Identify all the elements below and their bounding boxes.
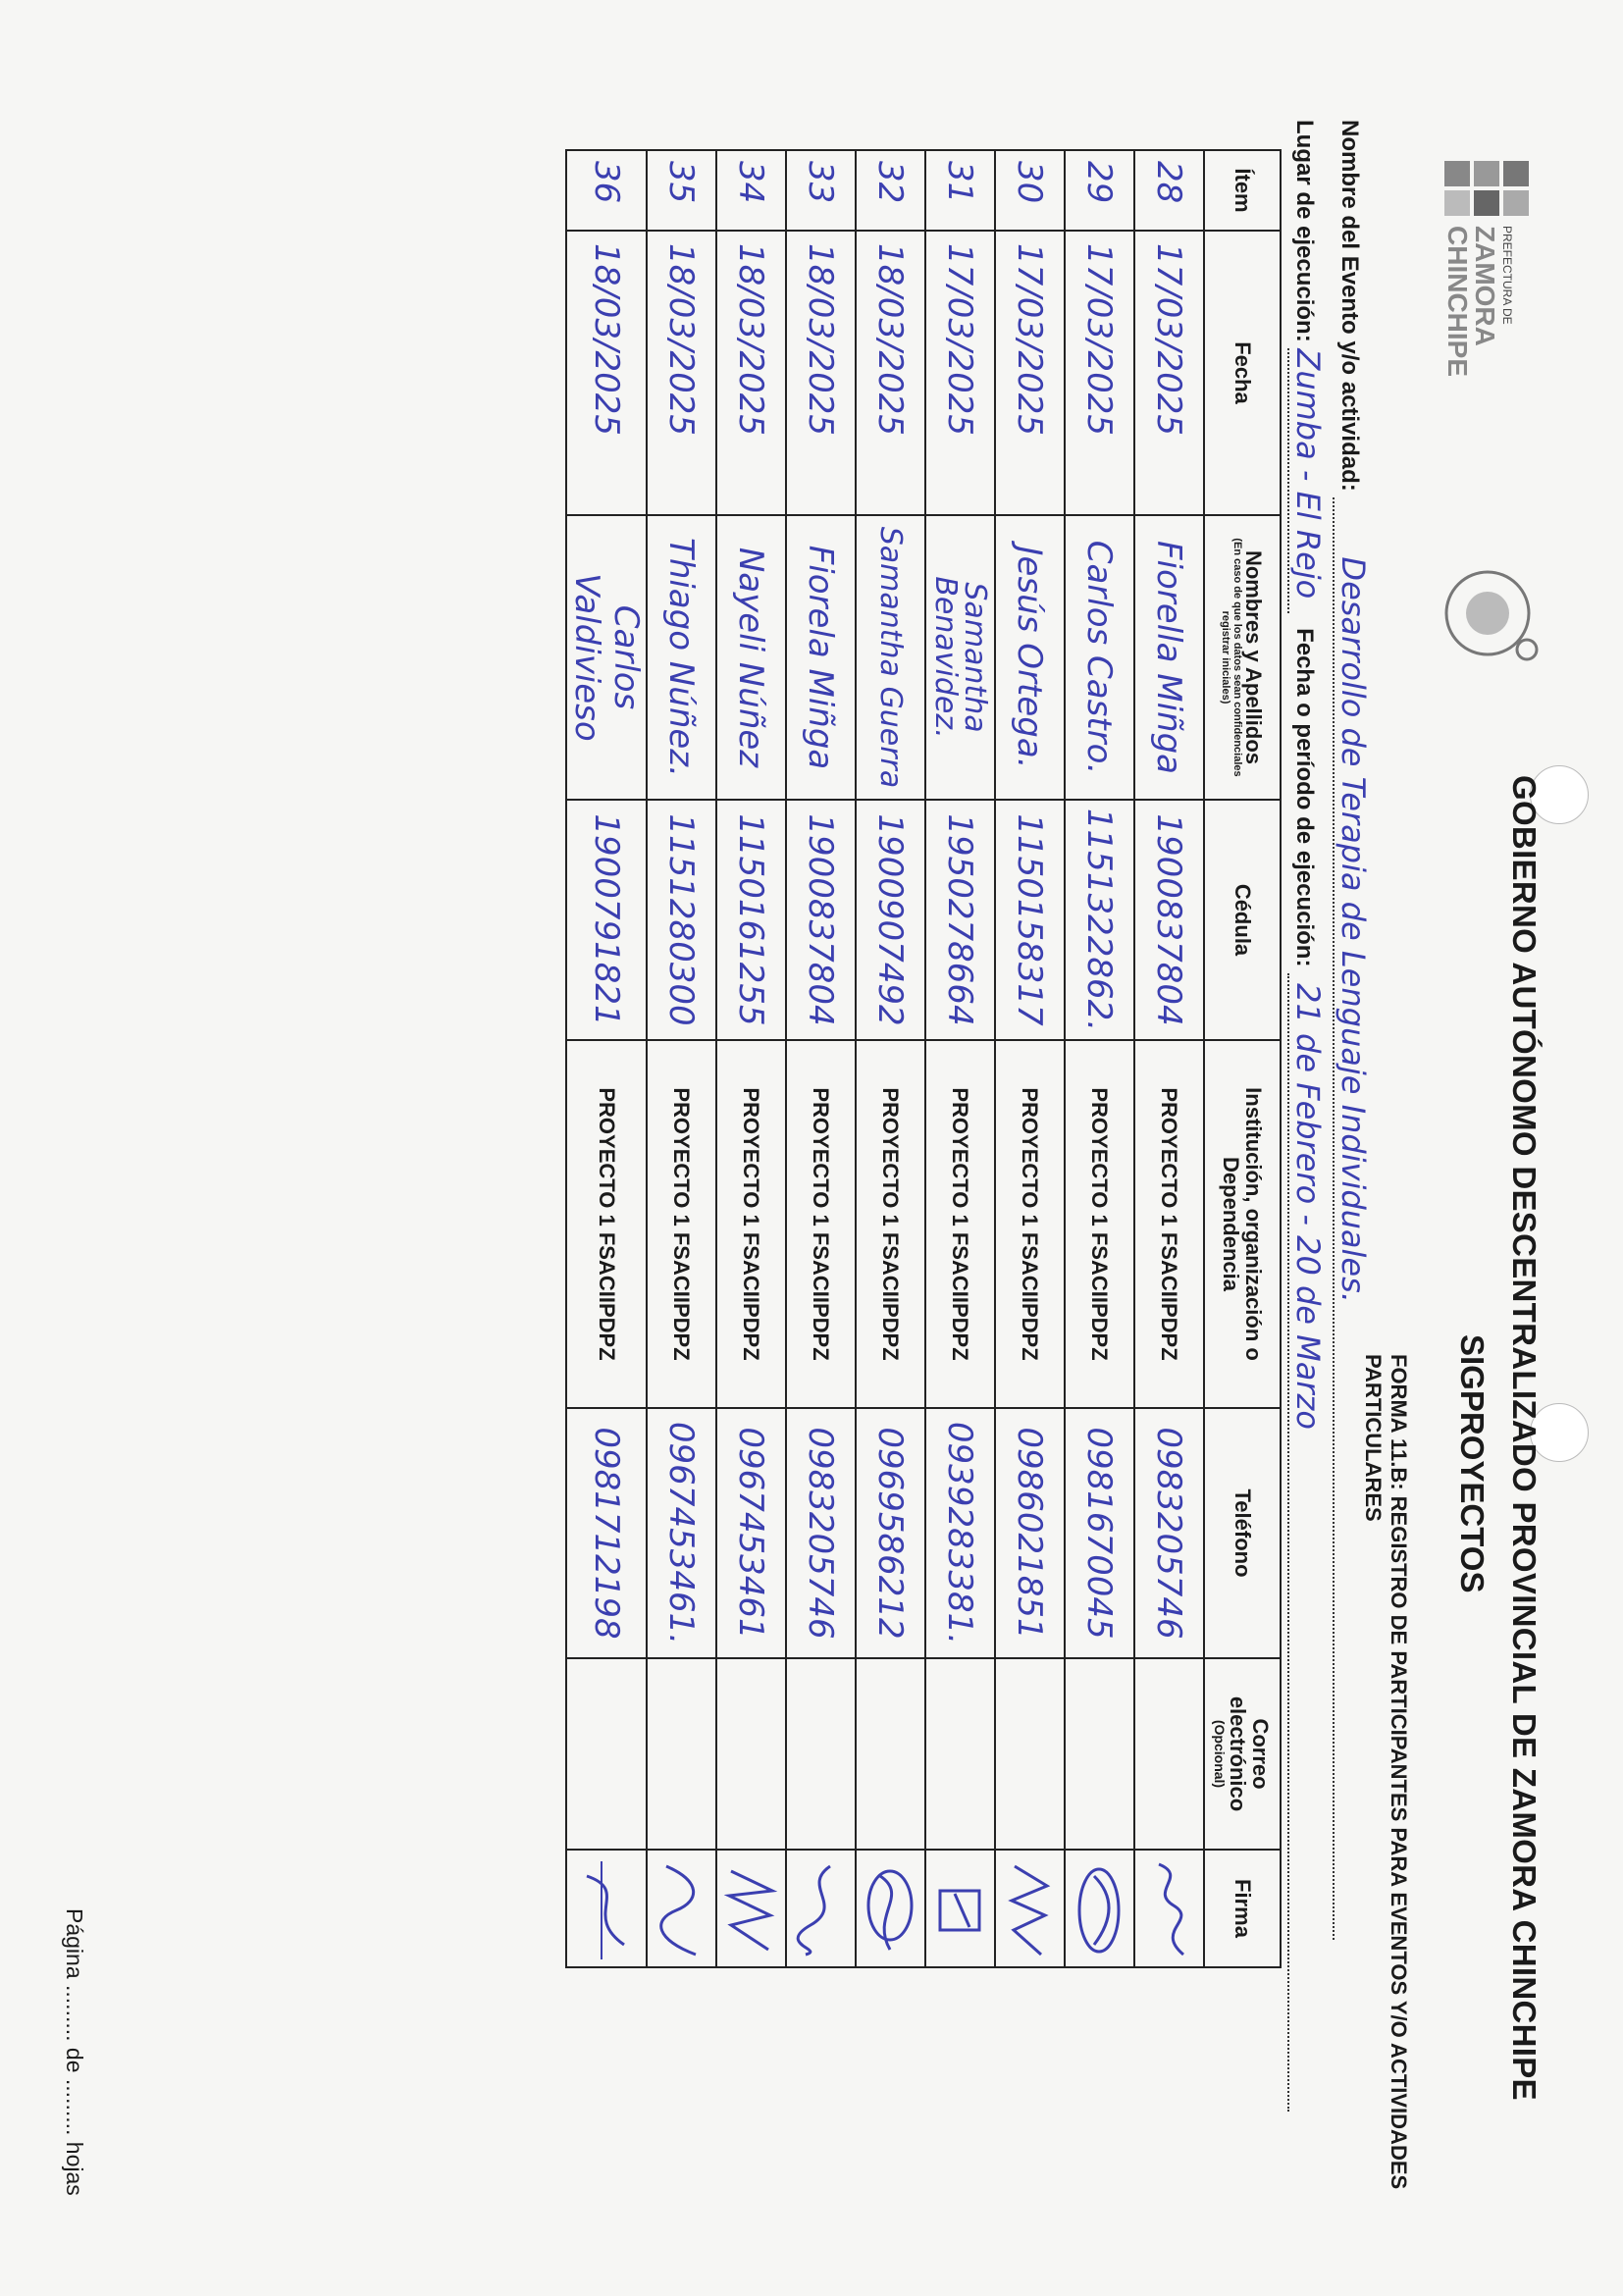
cell-firma — [716, 1850, 786, 1967]
cell-fecha: 18/03/2025 — [716, 231, 786, 515]
cell-firma — [995, 1850, 1065, 1967]
cell-correo — [995, 1658, 1065, 1850]
cell-institucion: PROYECTO 1 FSACIIPDPZ — [1134, 1040, 1204, 1408]
cell-firma — [856, 1850, 925, 1967]
cell-fecha: 18/03/2025 — [566, 231, 647, 515]
cell-telefono: 0939283381. — [925, 1408, 995, 1658]
cell-correo — [1134, 1658, 1204, 1850]
cell-fecha: 17/03/2025 — [995, 231, 1065, 515]
cell-cedula: 1900907492 — [856, 800, 925, 1040]
cell-nombre: Fiorela Miñga — [786, 515, 856, 800]
cell-correo — [786, 1658, 856, 1850]
cell-institucion: PROYECTO 1 FSACIIPDPZ — [786, 1040, 856, 1408]
cell-cedula: 1900837804 — [786, 800, 856, 1040]
table-row — [925, 150, 995, 1967]
table-row — [647, 150, 716, 1967]
cell-fecha: 18/03/2025 — [786, 231, 856, 515]
event-place-label: Lugar de ejecución: — [1291, 120, 1318, 342]
event-name-label: Nombre del Evento y/o actividad: — [1336, 120, 1363, 492]
signature-image — [792, 1856, 851, 1964]
header-fecha: Fecha — [1204, 231, 1281, 515]
header-firma: Firma — [1204, 1850, 1281, 1967]
cell-institucion: PROYECTO 1 FSACIIPDPZ — [995, 1040, 1065, 1408]
cell-telefono: 0967453461. — [647, 1408, 716, 1658]
logo-line2: ZAMORA — [1470, 226, 1500, 346]
cell-fecha: 18/03/2025 — [856, 231, 925, 515]
event-name-row — [1333, 120, 1372, 1940]
cell-cedula: 1150161255 — [716, 800, 786, 1040]
table-header-row — [1204, 150, 1281, 1967]
cell-firma — [647, 1850, 716, 1967]
cell-telefono: 0981712198 — [566, 1408, 647, 1658]
table-row — [1065, 150, 1134, 1967]
logo-line3: CHINCHIPE — [1442, 226, 1473, 378]
header-nombres — [1204, 515, 1281, 800]
cell-institucion: PROYECTO 1 FSACIIPDPZ — [647, 1040, 716, 1408]
cell-institucion: PROYECTO 1 FSACIIPDPZ — [1065, 1040, 1134, 1408]
header-item: Ítem — [1204, 150, 1281, 231]
event-date-label: Fecha o período de ejecución: — [1291, 628, 1318, 967]
cell-correo — [1065, 1658, 1134, 1850]
cell-correo — [856, 1658, 925, 1850]
cell-cedula: 1900791821 — [566, 800, 647, 1040]
signature-image — [722, 1856, 781, 1964]
cell-item: 36 — [566, 150, 647, 231]
event-place-row — [1287, 120, 1327, 2112]
table-row — [1134, 150, 1204, 1967]
cell-cedula: 1900837804 — [1134, 800, 1204, 1040]
page-title: GOBIERNO AUTÓNOMO DESCENTRALIZADO PROVINCIAL DE ZAMORA CHINCHIPE — [1506, 775, 1543, 2101]
table-row — [716, 150, 786, 1967]
header-cedula: Cédula — [1204, 800, 1281, 1040]
cell-item: 34 — [716, 150, 786, 231]
signature-image — [1071, 1856, 1129, 1964]
signature-image — [931, 1856, 990, 1964]
cell-fecha: 17/03/2025 — [1065, 231, 1134, 515]
cell-fecha: 17/03/2025 — [925, 231, 995, 515]
cell-item: 28 — [1134, 150, 1204, 231]
cell-cedula: 1151322862. — [1065, 800, 1134, 1040]
cell-nombre: Samantha Guerra — [856, 515, 925, 800]
event-date-value: 21 de Febrero - 20 de Marzo — [1289, 983, 1327, 1430]
cell-cedula: 1950278664 — [925, 800, 995, 1040]
cell-telefono: 0983205746 — [1134, 1408, 1204, 1658]
signature-image — [653, 1856, 711, 1964]
cell-item: 35 — [647, 150, 716, 231]
header-nombres-label: Nombres y Apellidos — [1241, 549, 1267, 764]
cell-institucion: PROYECTO 1 FSACIIPDPZ — [925, 1040, 995, 1408]
cell-nombre: Samantha Benavidez. — [925, 515, 995, 800]
event-name-value: Desarrollo de Terapia de Lenguaje Individuales. — [1335, 556, 1372, 1303]
header-correo-label: Correo electrónico — [1226, 1696, 1274, 1812]
table-row — [856, 150, 925, 1967]
cell-correo — [716, 1658, 786, 1850]
cell-cedula: 1150158317 — [995, 800, 1065, 1040]
cell-nombre: Fiorella Miñga — [1134, 515, 1204, 800]
table-row — [786, 150, 856, 1967]
event-place-value: Zumba - El Rejo — [1289, 348, 1327, 600]
logo-line1: PREFECTURA DE — [1500, 226, 1514, 325]
form-title: FORMA 11.B: REGISTRO DE PARTICIPANTES PARA EVENTOS Y/O ACTIVIDADES PARTICULARES — [1361, 1354, 1411, 2190]
cell-institucion: PROYECTO 1 FSACIIPDPZ — [716, 1040, 786, 1408]
header-nombres-note: (En caso de que los datos sean confidenciales registrar iniciales) — [1220, 538, 1243, 777]
header-institucion: Institución, organización o Dependencia — [1204, 1040, 1281, 1408]
cell-institucion: PROYECTO 1 FSACIIPDPZ — [566, 1040, 647, 1408]
cell-firma — [1134, 1850, 1204, 1967]
header-telefono: Teléfono — [1204, 1408, 1281, 1658]
prefectura-logo — [1429, 157, 1537, 402]
cell-telefono: 0983205746 — [786, 1408, 856, 1658]
cell-nombre: Carlos Castro. — [1065, 515, 1134, 800]
cell-item: 33 — [786, 150, 856, 231]
cell-firma — [925, 1850, 995, 1967]
cell-telefono: 0981670045 — [1065, 1408, 1134, 1658]
cell-nombre: Thiago Núñez. — [647, 515, 716, 800]
cell-correo — [647, 1658, 716, 1850]
signature-image — [1001, 1856, 1060, 1964]
cell-correo — [566, 1658, 647, 1850]
cell-institucion: PROYECTO 1 FSACIIPDPZ — [856, 1040, 925, 1408]
cell-firma — [1065, 1850, 1134, 1967]
cell-firma — [566, 1850, 647, 1967]
cell-fecha: 17/03/2025 — [1134, 231, 1204, 515]
cell-item: 31 — [925, 150, 995, 231]
signature-image — [862, 1856, 920, 1964]
cell-telefono: 0986021851 — [995, 1408, 1065, 1658]
seal-icon — [1437, 559, 1544, 667]
signature-image — [577, 1856, 636, 1964]
participants-table — [565, 149, 1282, 1968]
cell-firma — [786, 1850, 856, 1967]
cell-nombre: Nayeli Núñez — [716, 515, 786, 800]
cell-telefono: 0967453461 — [716, 1408, 786, 1658]
page-counter: Página ......... de ......... hojas — [62, 1908, 87, 2196]
header-correo — [1204, 1658, 1281, 1850]
table-row — [995, 150, 1065, 1967]
cell-nombre: Carlos Valdivieso — [566, 515, 647, 800]
page-subtitle: SIGPROYECTOS — [1454, 1334, 1491, 1593]
cell-item: 29 — [1065, 150, 1134, 231]
cell-cedula: 1151280300 — [647, 800, 716, 1040]
cell-item: 30 — [995, 150, 1065, 231]
signature-image — [1140, 1856, 1199, 1964]
cell-fecha: 18/03/2025 — [647, 231, 716, 515]
cell-item: 32 — [856, 150, 925, 231]
cell-correo — [925, 1658, 995, 1850]
cell-nombre: Jesús Ortega. — [995, 515, 1065, 800]
cell-telefono: 0969586212 — [856, 1408, 925, 1658]
table-row — [566, 150, 647, 1967]
header-correo-note: (Opcional) — [1212, 1719, 1229, 1789]
